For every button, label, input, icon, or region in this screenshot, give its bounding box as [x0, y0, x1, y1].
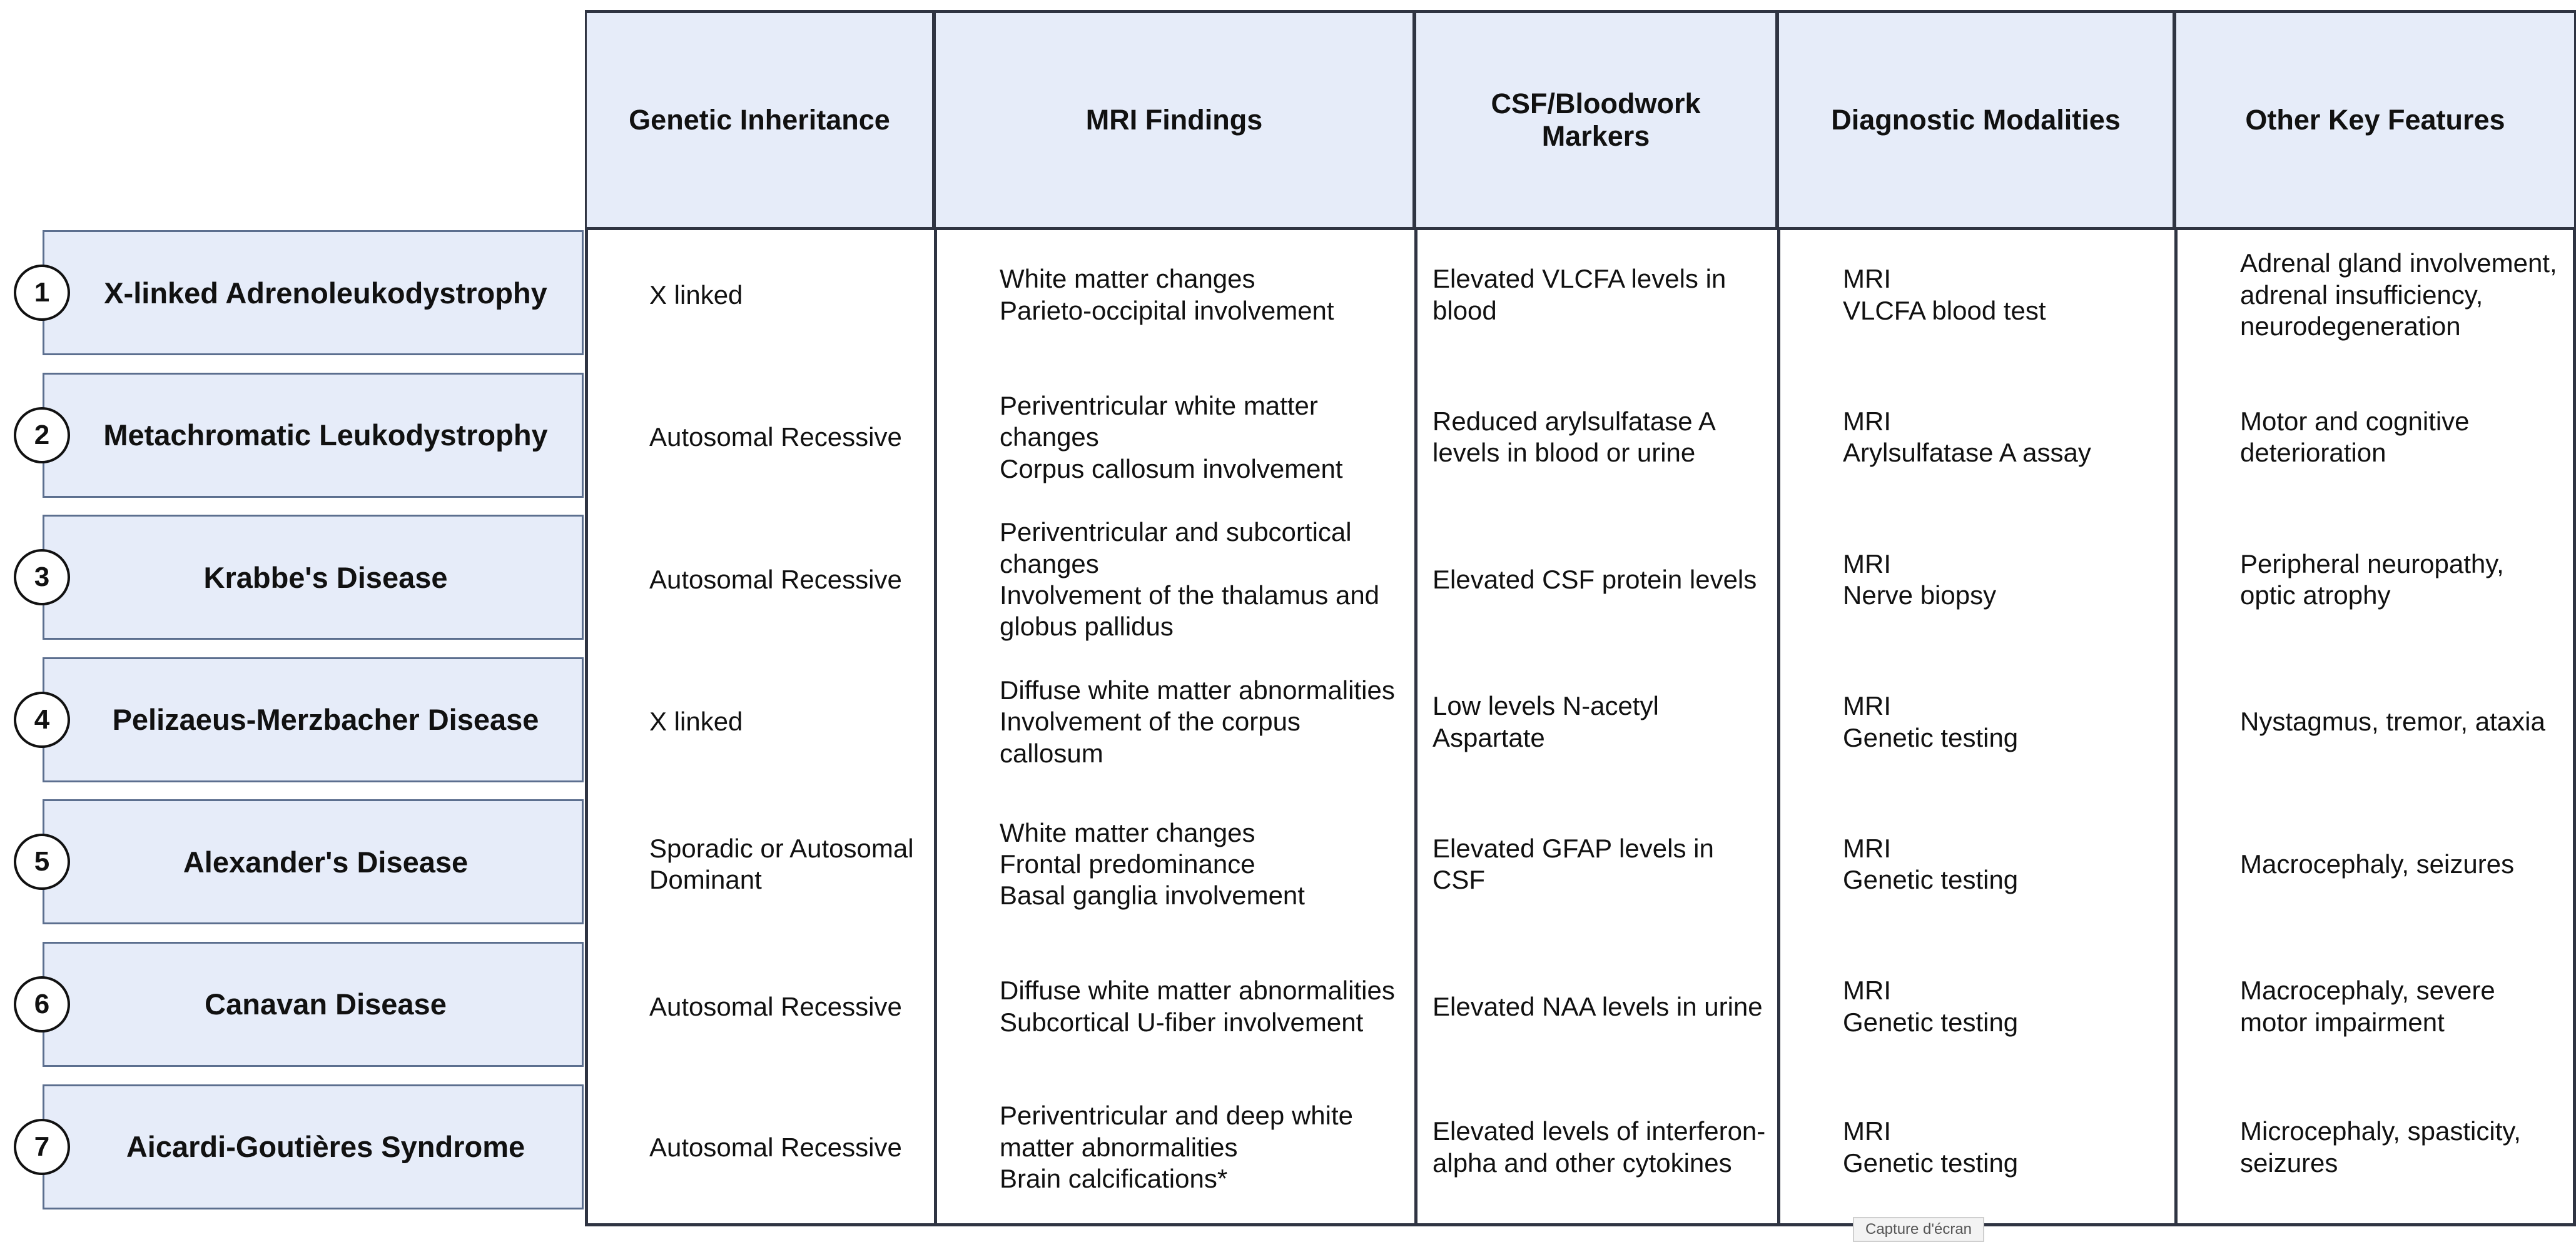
csf-cell: Elevated NAA levels in urine: [1414, 942, 1777, 1084]
other-features-cell: Microcephaly, spasticity, seizures: [2174, 1084, 2576, 1227]
disease-name: Aicardi-Goutières Syndrome: [43, 1084, 584, 1209]
row-number-badge: 2: [14, 407, 70, 463]
genetic-cell: X linked: [585, 230, 934, 373]
diagnostic-cell: MRI Arylsulfatase A assay: [1777, 373, 2174, 515]
row-header: [0, 230, 585, 373]
other-features-cell: Motor and cognitive deterioration: [2174, 373, 2576, 515]
other-features-cell: Peripheral neuropathy, optic atrophy: [2174, 515, 2576, 657]
genetic-cell: X linked: [585, 657, 934, 800]
row-number-badge: 4: [14, 692, 70, 748]
row-header: [0, 799, 585, 942]
disease-name: Metachromatic Leukodystrophy: [43, 373, 584, 498]
row-number-badge: 6: [14, 976, 70, 1032]
disease-name: Pelizaeus-Merzbacher Disease: [43, 657, 584, 782]
mri-cell: Periventricular and subcortical changes Involvement of the thalamus and globus pallidus: [934, 515, 1414, 657]
diagnostic-cell: MRI Genetic testing: [1777, 942, 2174, 1084]
mri-cell: White matter changes Parieto-occipital involvement: [934, 230, 1414, 373]
row-number-badge: 7: [14, 1119, 70, 1175]
mri-cell: Periventricular white matter changes Corpus callosum involvement: [934, 373, 1414, 515]
header-diagnostic-modalities: Diagnostic Modalities: [1777, 10, 2174, 230]
disease-name: Krabbe's Disease: [43, 515, 584, 640]
row-header: [0, 942, 585, 1084]
diagnostic-cell: MRI Nerve biopsy: [1777, 515, 2174, 657]
genetic-cell: Autosomal Recessive: [585, 1084, 934, 1227]
disease-name: Alexander's Disease: [43, 799, 584, 924]
row-number-badge: 1: [14, 265, 70, 321]
diagnostic-cell: MRI Genetic testing: [1777, 799, 2174, 942]
csf-cell: Low levels N-acetyl Aspartate: [1414, 657, 1777, 800]
table-corner: [0, 0, 585, 230]
csf-cell: Elevated CSF protein levels: [1414, 515, 1777, 657]
row-number-badge: 3: [14, 549, 70, 605]
row-header: [0, 515, 585, 657]
other-features-cell: Macrocephaly, seizures: [2174, 799, 2576, 942]
header-other-key-features: Other Key Features: [2174, 10, 2576, 230]
row-number-badge: 5: [14, 834, 70, 890]
header-mri-findings: MRI Findings: [934, 10, 1414, 230]
other-features-cell: Nystagmus, tremor, ataxia: [2174, 657, 2576, 800]
row-header: [0, 657, 585, 800]
mri-cell: White matter changes Frontal predominance Basal ganglia involvement: [934, 799, 1414, 942]
csf-cell: Elevated GFAP levels in CSF: [1414, 799, 1777, 942]
mri-cell: Diffuse white matter abnormalities Subcortical U-fiber involvement: [934, 942, 1414, 1084]
header-genetic-inheritance: Genetic Inheritance: [585, 10, 934, 230]
row-header: [0, 1084, 585, 1227]
disease-name: X-linked Adrenoleukodystrophy: [43, 230, 584, 355]
disease-name: Canavan Disease: [43, 942, 584, 1067]
mri-cell: Diffuse white matter abnormalities Involvement of the corpus callosum: [934, 657, 1414, 800]
header-csf-bloodwork-markers: CSF/Bloodwork Markers: [1414, 10, 1777, 230]
diagnostic-cell: MRI Genetic testing: [1777, 1084, 2174, 1227]
screenshot-caption-tooltip: Capture d'écran: [1853, 1217, 1984, 1242]
mri-cell: Periventricular and deep white matter abnormalities Brain calcifications*: [934, 1084, 1414, 1227]
csf-cell: Reduced arylsulfatase A levels in blood or urine: [1414, 373, 1777, 515]
other-features-cell: Adrenal gland involvement, adrenal insufficiency, neurodegeneration: [2174, 230, 2576, 373]
genetic-cell: Sporadic or Autosomal Dominant: [585, 799, 934, 942]
diagnostic-cell: MRI Genetic testing: [1777, 657, 2174, 800]
genetic-cell: Autosomal Recessive: [585, 942, 934, 1084]
csf-cell: Elevated levels of interferon-alpha and other cytokines: [1414, 1084, 1777, 1227]
genetic-cell: Autosomal Recessive: [585, 373, 934, 515]
csf-cell: Elevated VLCFA levels in blood: [1414, 230, 1777, 373]
diagnostic-cell: MRI VLCFA blood test: [1777, 230, 2174, 373]
row-header: [0, 373, 585, 515]
other-features-cell: Macrocephaly, severe motor impairment: [2174, 942, 2576, 1084]
genetic-cell: Autosomal Recessive: [585, 515, 934, 657]
